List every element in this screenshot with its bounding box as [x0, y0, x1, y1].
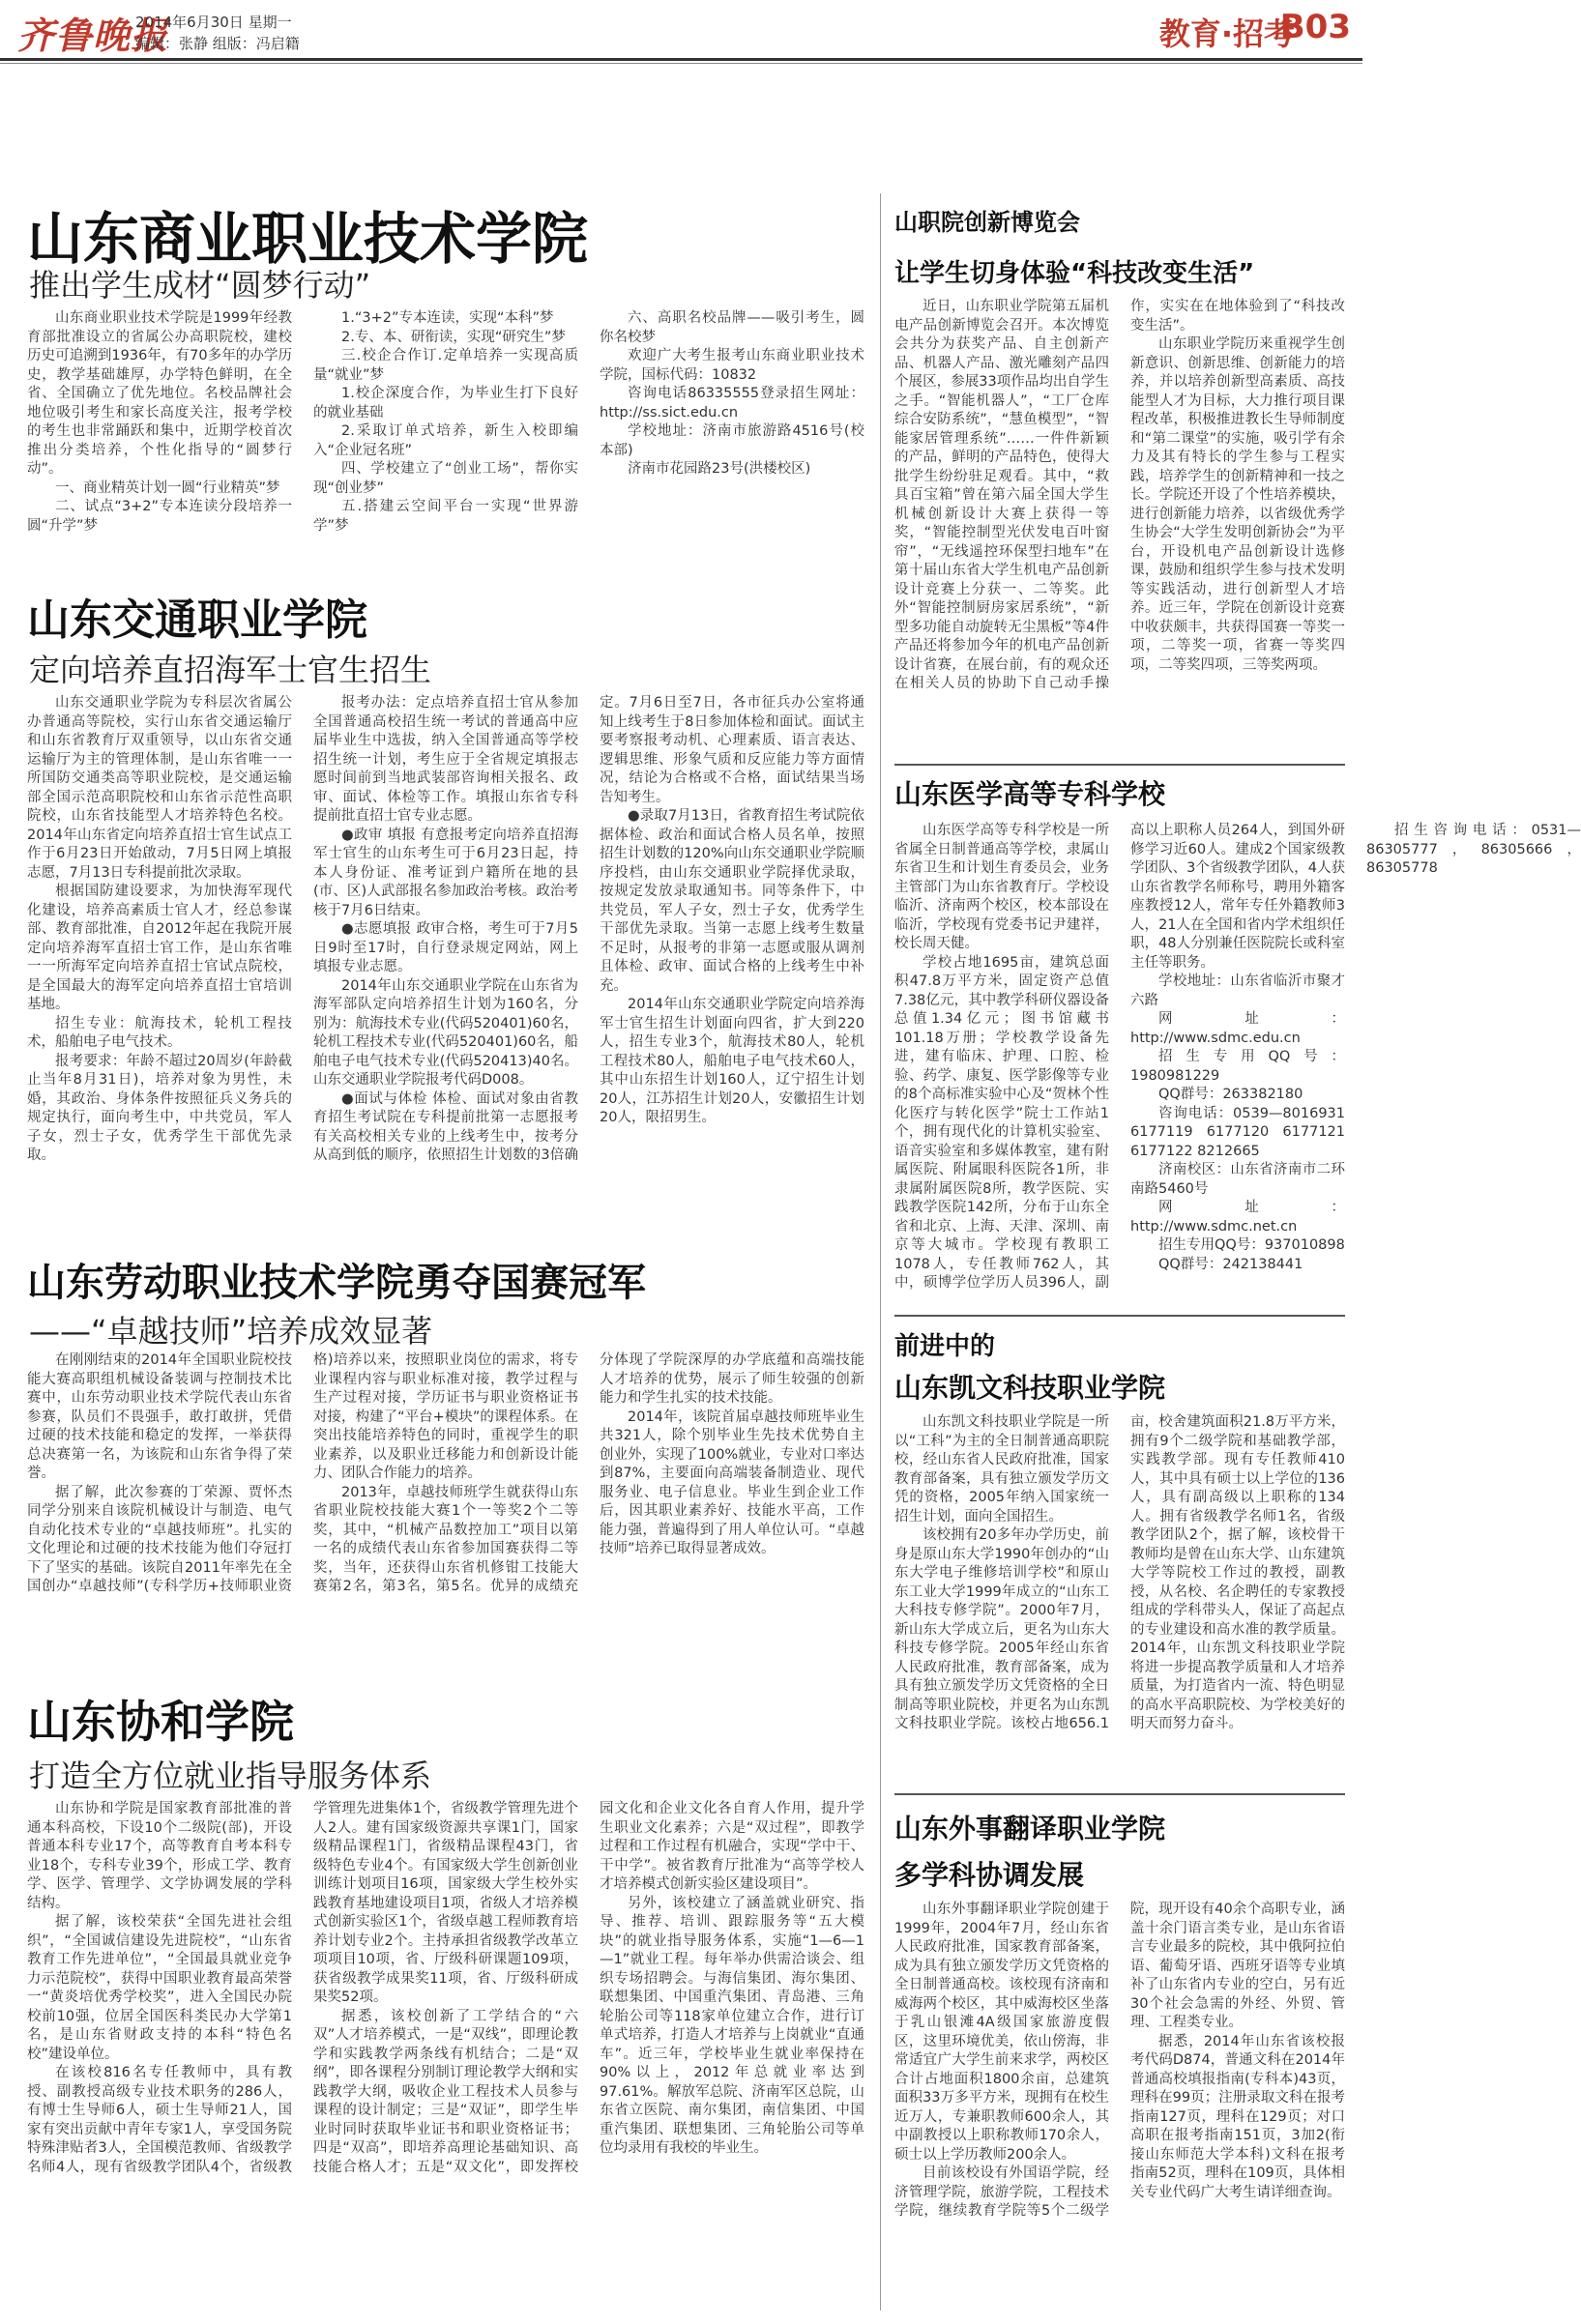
paragraph: 近日，山东职业学院第五届机电产品创新博览会召开。本次博览会共分为获奖产品、自主创新产品、机器人产品、激光雕刻产品四个展区，参展33项作品均出自学生之手。“智能机器人”，“工厂仓库综合安防系统”，“慧鱼模型”，“智能家居管理系统”……一件件新颖的产品，鲜明的产品特色，使得大批学生纷纷驻足观看。其中，“救具百宝箱”曾在第六届全国大学生机械创新设计大赛上获得一等奖，“智能控制型光伏发电百叶窗帘”，“无线遥控环保型扫地车”在第十届山东省大学生机电产品创新设计竞赛上分获一、二等奖。此外“智能控制厨房家居系统”，“新型多功能自动旋转无尘黑板”等4件产品还将参加今年的机电产品创新设计省赛，在展台前，有的观众还在相关人员的协助下自己动手操作，实实在在地体验到了“科技改变生活”。: [894, 299, 1345, 691]
article-body: [27, 1351, 864, 1661]
paragraph: 学校占地1695亩，建筑总面积47.8万平方米，固定资产总值7.38亿元，其中教学科研仪器设备总值1.34亿元；图书馆藏书101.18万册；学校教学设备先进，建有临床、护理、口腔、检验、药学、康复、医学影像等专业的8个高标准实验中心及“贺林个性化医疗与转化医学”院士工作站1个，拥有现代化的计算机实验室、语音实验室和多媒体教室，建有附属医院、附属眼科医院各1所，非隶属附属医院8所，教学医院、实践教学医院142所，分布于山东全省和北京、上海、天津、深圳、南京等大城市。学校现有教职工1078人，专任教师762人，其中，硕博学位学历人员396人，副高以上职称人员264人，到国外研修学习近60人。建成2个国家级教学团队、3个省级教学团队，4人获山东省教学名师称号，聘用外籍客座教授12人，常年专任外籍教师3人，21人在全国和省内学术组织任职，48人分别兼任医院院长或科室主任等职务。: [894, 823, 1345, 1291]
paragraph: 六、高职名校品牌——吸引考生，圆你名校梦: [600, 310, 864, 345]
article-body: [894, 822, 1581, 1300]
paragraph: 三.校企合作订.定单培养一实现高质量“就业”梦: [313, 348, 578, 383]
paragraph: 据悉，2014年山东省该校报考代码D874，普通文科在2014年普通高校填报指南(专科本)43页，理科在99页；注册录取文科在报考指南127页，理科在129页；对口高职在报考指南151页，3加2(衔接山东师范大学本科)文科在报考指南52页，理科在109页，具体相关专业代码广大考生请详细查询。: [1130, 2033, 1345, 2200]
paragraph: 根据国防建设要求，为加快海军现代化建设，培养高素质士官人才，经总参谋部、教育部批准，自2012年起在我院开展定向培养海军直招士官工作，是山东省唯一一所海军定向培养直招士官试点院校，是全国最大的海军定向培养直招士官培训基地。: [27, 884, 292, 1012]
paragraph: 四、学校建立了“创业工场”，帮你实现“创业梦”: [313, 461, 578, 496]
paragraph: 2014年，该院首届卓越技师班毕业生共321人，除个别毕业生先技术优势自主创业外，实现了100%就业，专业对口率达到87%，主要面向高端装备制造业、现代服务业、电子信息业。毕业生到企业工作后，因其职业素养好、技能水平高，工作能力强，普遍得到了用人单位认可。“卓越技师”培养已取得显著成效。: [600, 1409, 864, 1556]
article-title: 山职院创新博览会: [894, 209, 1080, 236]
section-name: 教育·招考: [1158, 15, 1295, 52]
paragraph: 2.采取订单式培养，新生入校即编入“企业冠名班”: [313, 423, 578, 458]
paragraph: 山东交通职业学院为专科层次省属公办普通高等院校，实行山东省交通运输厅和山东省教育厅双重领导，以山东省交通运输厅为主的管理体制，是山东省唯一一所国防交通类高等职业院校，是交通运输部全国示范高职院校和山东省示范性高职院校，山东省技能型人才培养特色名校。2014年山东省定向培养直招士官生试点工作于6月23日开始啟动，7月5日网上填报志愿，7月13日专科提前批次录取。: [27, 695, 292, 881]
article-subtitle: 推出学生成材“圆梦行动”: [29, 267, 371, 304]
issue-info: [135, 12, 300, 54]
article-body: [27, 1800, 864, 2312]
paragraph: 另外，该校建立了涵盖就业研究、指导、推荐、培训、跟踪服务等“五大模块”的就业指导服务体系，实施“1—6—1—1”就业工程。每年举办供需洽谈会、组织专场招聘会。与海信集团、海尔集团、联想集团、中国重汽集团、青岛港、三角轮胎公司等118家单位建立合作，进行订单式培养，打造人才培养与上岗就业“直通车”。近三年，学校毕业生就业率保持在90%以上，2012年总就业率达到97.61%。解放军总院、济南军区总院，山东省立医院、南尔集团，南信集团、中国重汽集团、联想集团、三角轮胎公司等单位均录用有我校的毕业生。: [600, 1895, 864, 2156]
article-subtitle: 定向培养直招海军士官生招生: [29, 652, 432, 688]
paragraph: 济南校区：山东省济南市二环南路5460号: [1130, 1162, 1345, 1197]
paragraph: ●政审 填报 有意报考定向培养直招海军士官生的山东考生可于6月23日起，持本人身份证、准考证到户籍所在地的县(市、区)人武部报名参加政治考核。政治考核于7月6日结束。: [313, 827, 578, 918]
issue-date: 2014年6月30日 星期一: [135, 14, 292, 31]
newspaper-logo: 齐鲁晚报: [17, 14, 169, 57]
paragraph: 招生专用QQ号：937010898: [1158, 1237, 1345, 1253]
header-divider: [0, 58, 1362, 61]
article-body: [27, 309, 864, 566]
paragraph: 据悉，该校创新了工学结合的“六双”人才培养模式，一是“双线”，即理论教学和实践教学两条线有机结合；二是“双纲”，即各课程分别制订理论教学大纲和实践教学大纲，吸收企业工程技术人员参与课程的设计制定；三是“双证”，即学生毕业时同时获取毕业证书和职业资格证书；四是“双高”，即培养高理论基础知识、高技能合格人才；五是“双文化”，即发挥校园文化和企业文化各自育人作用，提升学生职业文化素养；六是“双过程”，即教学过程和工作过程有机融合，实现“学中干、干中学”。被省教育厅批准为“高等学校人才培养模式创新实验区建设项目”。: [313, 1801, 864, 2175]
paragraph: 山东协和学院是国家教育部批准的普通本科高校，下设10个二级院(部)，开设普通本科专业17个，高等教育自考本科专业18个，专科专业39个，形成工学、教育学、医学、管理学、文学协调发展的学科结构。: [27, 1801, 292, 1911]
paragraph: 2.专、本、研衔读，实现“研究生”梦: [341, 329, 566, 345]
section-divider: [894, 1315, 1345, 1317]
paragraph: 欢迎广大考生报考山东商业职业技术学院，国标代码：10832: [600, 348, 864, 383]
paragraph: 山东医学高等专科学校是一所省属全日制普通高等学校，隶属山东省卫生和计划生育委员会，业务主管部门为山东省教育厅。学校设临沂、济南两个校区，校本部设在临沂，学校现有党委书记尹建祥，校长周天健。: [894, 823, 1109, 951]
paragraph: 报考办法：定点培养直招士官从参加全国普通高校招生统一考试的普通高中应届毕业生中选拔，纳入全国普通高等学校招生统一计划，考生应于全省规定填报志愿时间前到当地武装部咨询相关报名、政审、面试、体检等工作。填报山东省专科提前批直招士官专业志愿。: [313, 695, 578, 824]
column-divider: [880, 193, 881, 2310]
article-title: 前进中的: [894, 1332, 996, 1361]
article-body: [894, 1413, 1345, 1781]
article-title: 山东外事翻译职业学院: [894, 1813, 1166, 1845]
article-subtitle: 让学生切身体验“科技改变生活”: [894, 259, 1255, 288]
paragraph: QQ群号：242138441: [1158, 1256, 1303, 1272]
paragraph: 学校地址：山东省临沂市聚才六路: [1130, 973, 1345, 1008]
article-title: 山东协和学院: [27, 1696, 294, 1748]
paragraph: ●录取7月13日，省教育招生考试院依据体检、政治和面试合格人员名单，按照招生计划数的120%向山东交通职业学院顺序投档，由山东交通职业学院择优录取，按规定发放录取通知书。同等条件下，中共党员，军人子女，烈士子女，优秀学生干部优先录取。当第一志愿上线考生数量不足时，从报考的非第一志愿或服从调剂且体检、政审、面试合格的上线考生中补充。: [600, 808, 864, 994]
article-subtitle: 打造全方位就业指导服务体系: [29, 1758, 432, 1794]
paragraph: 1.“3+2”专本连读，实现“本科”梦: [341, 310, 554, 326]
paragraph: 2014年山东交通职业学院在山东省为海军部队定向培养招生计划为160名，分别为：航海技术专业(代码520401)60名，轮机工程技术专业(代码520401)60名，船舶电子电气技术专业(代码520413)40名。山东交通职业学院报考代码D008。: [313, 977, 578, 1088]
article-subtitle: 多学科协调发展: [894, 1859, 1085, 1891]
article-subtitle: 山东凯文科技职业学院: [894, 1372, 1166, 1404]
article-body: [27, 694, 864, 1235]
paragraph: 在该校816名专任教师中，具有教授、副教授高级专业技术职务的286人，有博士生导师6人，硕士生导师21人，国家有突出贡献中青年专家1人，享受国务院特殊津贴者3人，全国模范教师、省级教学名师4人，现有省级教学团队4个，省级教学管理先进集体1个，省级教学管理先进个人2人。建有国家级资源共享课1门，国家级精品课程1门，省级精品课程43门，省级特色专业4个。有国家级大学生创新创业训练计划项目16项，国家级大学生校外实践教育基地建设项目1项，省级人才培养模式创新实验区1个，省级卓越工程师教育培养计划专业2个。主持承担省级教学改革立项项目10项，省、厅级科研课题109项，获省级教学成果奖11项，省、厅级科研成果奖52项。: [27, 1801, 578, 2175]
paragraph: ●志愿填报 政审合格，考生可于7月5日9时至17时，自行登录规定网站，网上填报专业志愿。: [313, 921, 578, 974]
section-divider: [894, 1793, 1345, 1795]
article-title: 山东医学高等专科学校: [894, 778, 1166, 810]
paragraph: 网址：http://www.sdmc.edu.cn: [1130, 1011, 1345, 1046]
article-title: 山东劳动职业技术学院勇夺国赛冠军: [27, 1261, 646, 1305]
section-divider: [894, 764, 1345, 766]
paragraph: ●面试与体检 体检、面试对象由省教育招生考试院在专科提前批第一志愿报考有关高校相关专业的上线考生中，按考分从高到低的顺序，依照招生计划数的3倍确定。7月6日至7日，各市征兵办公室将通知上线考生于8日参加体检和面试。面试主要考察报考动机、心理素质、语言表达、逻辑思维、形象气质和反应能力等方面情况，结论为合格或不合格，面试结果当场告知考生。: [313, 695, 864, 1163]
paragraph: 该校拥有20多年办学历史，前身是原山东大学1990年创办的“山东大学电子维修培训学校”和原山东工业大学1999年成立的“山东工大科技专修学院”。2000年7月，新山东大学成立后，更名为山东大科技专修学院。2005年经山东省人民政府批准，教育部备案，成为具有独立颁发学历文凭资格的全日制高等职业院校，并更名为山东凯文科技职业学院。该校占地656.1亩，校舍建筑面积21.8万平方米，拥有9个二级学院和基础教学部，实践教学部。现有专任教师410人，其中具有硕士以上学位的136人，具有副高级以上职称的134人。拥有省级教学名师1名，省级教学团队2个，据了解，该校骨干教师均是曾在山东大学、山东建筑大学等院校工作过的教授，副教授，从名校、名企聘任的专家教授组成的学科带头人，保证了高起点的专业建设和高水准的教学质量。2014年，山东凯文科技职业学院将进一步提高教学质量和人才培养质量，为打造省内一流、特色明显的高水平高职院校、为学校美好的明天而努力奋斗。: [894, 1414, 1345, 1731]
paragraph: 二、试点“3+2”专本连读分段培养一圆“升学”梦: [27, 499, 292, 534]
paragraph: 济南市花园路23号(洪楼校区): [628, 461, 811, 477]
paragraph: 山东商业职业技术学院是1999年经教育部批准设立的省属公办高职院校，建校历史可追溯到1936年，有70多年的办学历史，教学基础雄厚，办学特色鲜明，在全省、全国确立了优先地位。名校品牌社会地位吸引考生和家长高度关注，报考学校的考生也非常踊跃和集中，近期学校首次推出分类培养，个性化指导的“圆梦行动”。: [27, 310, 292, 477]
masthead: [0, 0, 1362, 60]
article-subtitle: ——“卓越技师”培养成效显著: [29, 1313, 433, 1350]
article-title: 山东商业职业技术学院: [27, 206, 589, 272]
article-body: [894, 298, 1345, 752]
paragraph: 招生咨询电话：0531—86305777，86305666，86305778: [1366, 823, 1581, 876]
header-divider-thin: [0, 63, 1362, 64]
issue-editors: 编辑：张静 组版：冯启籍: [135, 35, 300, 52]
article-title: 山东交通职业学院: [27, 596, 367, 645]
paragraph: 招生专用QQ号：1980981229: [1130, 1049, 1345, 1084]
paragraph: 一、商业精英计划一圆“行业精英”梦: [55, 479, 280, 496]
paragraph: 咨询电话：0539—8016931 6177119 6177120 6177121 6177122 8212665: [1130, 1105, 1345, 1159]
paragraph: 1.校企深度合作，为毕业生打下良好的就业基础: [313, 386, 578, 421]
paragraph: 目前该校设有外国语学院，经济管理学院，旅游学院，工程技术学院，继续教育学院等5个二级学院，现开设有40余个高职专业，涵盖十余门语言类专业，是山东省语言专业最多的院校，其中俄阿拉伯语、葡萄牙语、西班牙语等专业填补了山东省内专业的空白，另有近30个社会急需的外经、外贸、管理、工程类专业。: [894, 1902, 1345, 2219]
paragraph: 咨询电话86335555登录招生网址：http://ss.sict.edu.cn: [600, 386, 864, 421]
paragraph: QQ群号：263382180: [1158, 1087, 1303, 1102]
paragraph: 山东外事翻译职业学院创建于1999年，2004年7月，经山东省人民政府批准，国家教育部备案，成为具有独立颁发学历文凭资格的全日制普通高校。该校现有济南和威海两个校区，其中威海校区坐落于乳山银滩4A级国家旅游度假区，这里环境优美，依山傍海，非常适宜广大学生前来求学，两校区合计占地面积1800余亩，总建筑面积33万多平方米，现拥有在校生近万人，专兼职教师600余人，其中副教授以上职称教师170余人，硕士以上学历教师200余人。: [894, 1902, 1109, 2163]
article-body: [894, 1901, 1345, 2314]
page-number: B03: [1279, 8, 1351, 46]
paragraph: 报考要求：年龄不超过20周岁(年龄截止当年8月31日)，培养对象为男性，未婚，其政治、身体条件按照征兵义务兵的规定执行，面向考生中，中共党员，军人子女，烈士子女，优秀学生干部优先录取。: [27, 1053, 292, 1163]
paragraph: 2013年，卓越技师班学生就获得山东省职业院校技能大赛1个一等奖2个二等奖，其中，“机械产品数控加工”项目以第一名的成绩代表山东省参加国赛获得二等奖，当年，还获得山东省机修钳工技能大赛第2名，第3名，第5名。优异的成绩充分体现了学院深厚的办学底蕴和高端技能人才培养的优势，展示了师生较强的创新能力和学生扎实的技术技能。: [313, 1352, 864, 1594]
paragraph: 招生专业：航海技术，轮机工程技术，船舶电子电气技术。: [27, 1015, 292, 1050]
paragraph: 学校地址：济南市旅游路4516号(校本部): [600, 423, 864, 458]
paragraph: 据了解，此次参赛的丁荣源、贾怀杰同学分别来自该院机械设计与制造、电气自动化技术专业的“卓越技师班”。扎实的文化理论和过硬的技术技能为他们夺冠打下了坚实的基础。该院自2011年率先在全国创办“卓越技师”(专科学历+技师职业资格)培养以来，按照职业岗位的需求，将专业课程内容与职业标准对接，教学过程与生产过程对接，学历证书与职业资格证书对接，构建了“平台+模块”的课程体系。在突出技能培养特色的同时，重视学生的职业素养，以及职业迁移能力和创新设计能力、团队合作能力的培养。: [27, 1352, 578, 1594]
paragraph: 2014年山东交通职业学院定向培养海军士官生招生计划面向四省，扩大到220人，招生专业3个，航海技术80人，轮机工程技术80人，船舶电子电气技术60人，其中山东招生计划160人，辽宁招生计划20人，江苏招生计划20人，安徽招生计划20人，限招男生。: [600, 997, 864, 1125]
paragraph: 网址：http://www.sdmc.net.cn: [1130, 1200, 1345, 1235]
paragraph: 在刚刚结束的2014年全国职业院校技能大赛高职组机械设备装调与控制技术比赛中，山东劳动职业技术学院代表山东省参赛，队员们不畏强手，敢打敢拼，凭借过硬的技术技能和稳定的发挥，一举获得总决赛第一名，为该院和山东省争得了荣誉。: [27, 1352, 292, 1481]
paragraph: 五.搭建云空间平台一实现“世界游学”梦: [313, 499, 578, 534]
paragraph: 山东职业学院历来重视学生创新意识、创新思维、创新能力的培养，并以培养创新型高素质、高技能型人才为目标，大力推行项目课程改革，积极推进教长生导师制度和“第二课堂”的实施，吸引学有余力及其有特长的学生参与工程实践，培养学生的创新精神和一技之长。学院还开设了个性培养模块，进行创新能力培养，以省级优秀学生协会“大学生发明创新协会”为平台，开设机电产品创新设计选修课，鼓励和组织学生参与技术发明等实践活动，进行创新型人才培养。近三年，学院在创新设计竞赛中收获颇丰，共获得国赛一等奖一项，二等奖一项，省赛一等奖四项，二等奖四项，三等奖两项。: [1130, 336, 1345, 673]
paragraph: 山东凯文科技职业学院是一所以“工科”为主的全日制普通高职院校，经山东省人民政府批准，国家教育部备案，具有独立颁发学历文凭的资格，2005年纳入国家统一招生计划，面向全国招生。: [894, 1414, 1109, 1525]
paragraph: 据了解，该校荣获“全国先进社会组织”，“全国诚信建设先进院校”，“山东省教育工作先进单位”，“全国最具就业竞争力示范院校”，获得中国职业教育最高荣誉一“黄炎培优秀学校奖”，进入全国民办院校前10强，位居全国医科类民办大学第1名，是山东省财政支持的本科“特色名校”建设单位。: [27, 1914, 292, 2062]
